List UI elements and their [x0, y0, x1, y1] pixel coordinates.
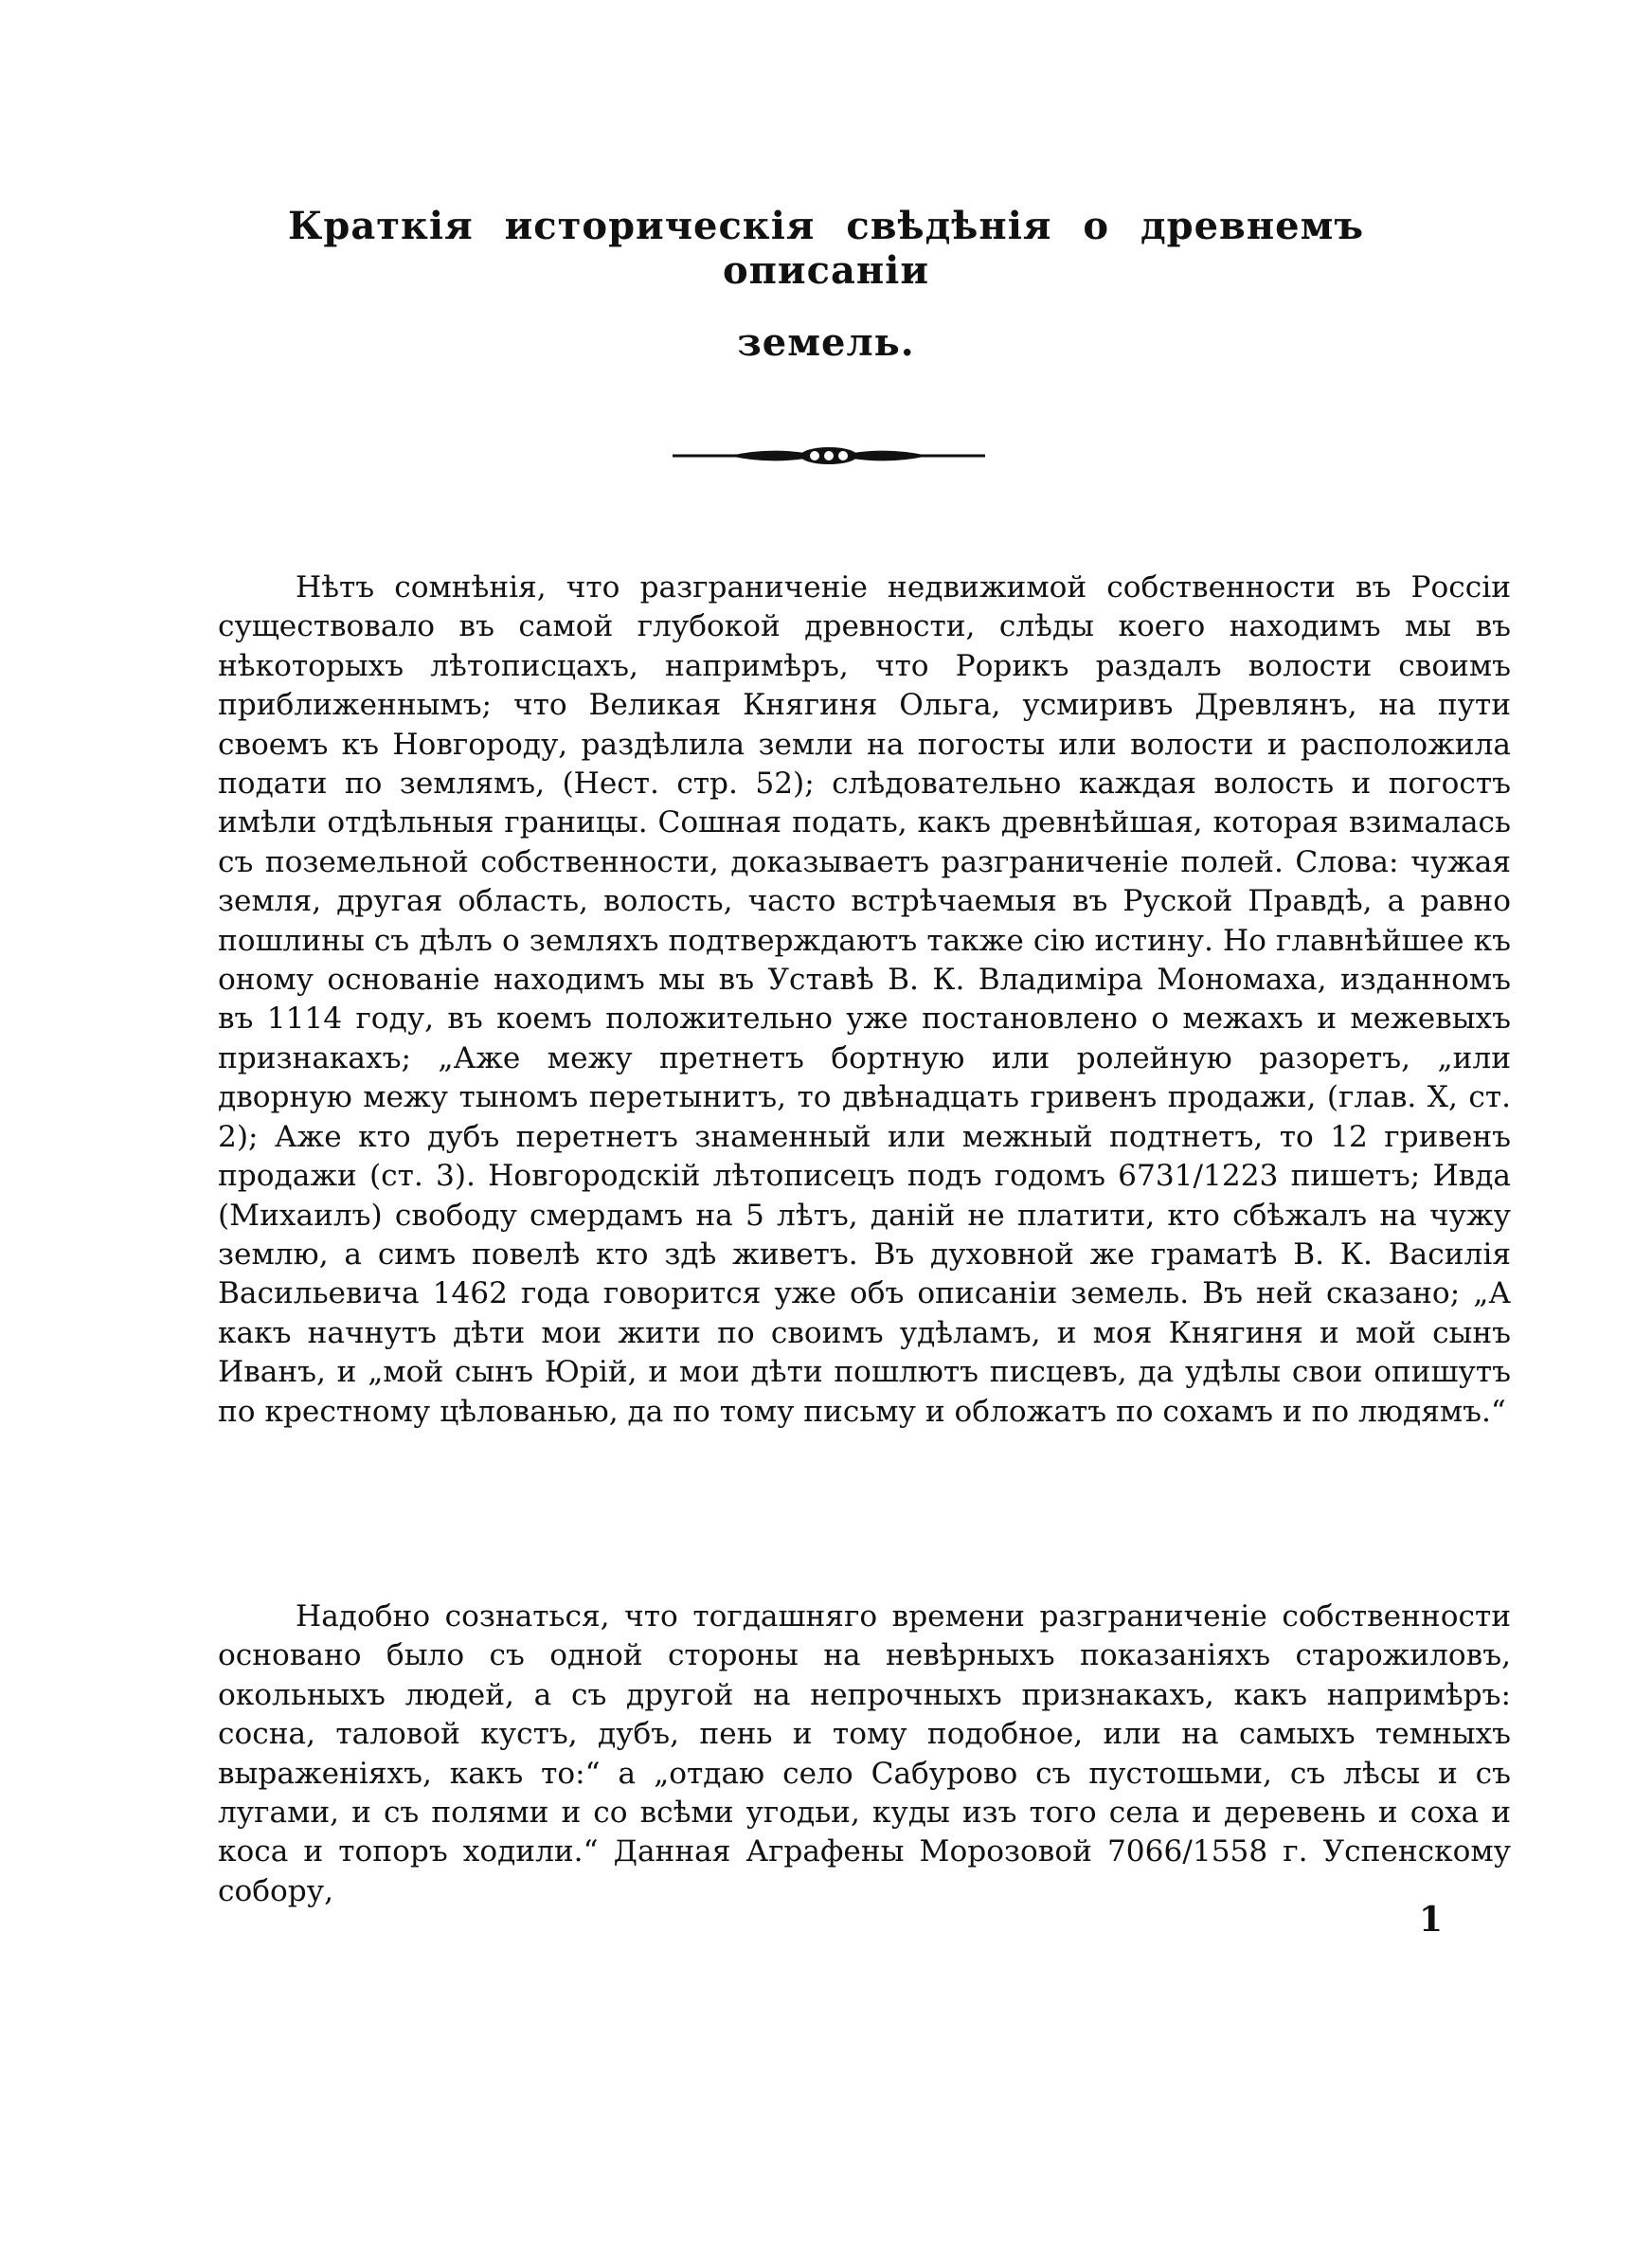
- body-paragraph-2: Надобно сознаться, что тогдашняго времени разграниченіе собственности основано было съ одной стороны на невѣрныхъ показаніяхъ старожиловъ, окольныхъ людей, а съ другой на непрочныхъ признакахъ, какъ напримѣръ: сосна, таловой кустъ, дубъ, пень и тому подобное, или на самыхъ темныхъ выраженіяхъ, какъ то:“ а „отдаю село Сабурово съ пустошьми, съ лѣсы и съ лугами, и съ полями и со всѣми угодьи, куды изъ того села и деревень и соха и коса и топоръ ходили.“ Данная Аграфены Морозовой 7066/1558 г. Успенскому собору,: [218, 1599, 1511, 1908]
- page-title-line-2: земель.: [737, 320, 915, 365]
- page-number: 1: [1419, 1900, 1444, 1940]
- page-title-line-1: Краткія историческія свѣдѣнія о древнемъ описаніи: [287, 204, 1365, 293]
- ornamental-rule-icon: [673, 443, 985, 468]
- body-paragraph-1: Нѣтъ сомнѣнія, что разграниченіе недвижимой собственности въ Россіи существовало въ самой глубокой древности, слѣды коего находимъ мы въ нѣкоторыхъ лѣтописцахъ, напримѣръ, что Рорикъ раздалъ волости своимъ приближеннымъ; что Великая Княгиня Ольга, усмиривъ Древлянъ, на пути своемъ къ Новгороду, раздѣлила земли на погосты или волости и расположила подати по землямъ, (Нест. стр. 52); слѣдовательно каждая волость и погостъ имѣли отдѣльныя границы. Сошная подать, какъ древнѣйшая, которая взималась съ поземельной собственности, доказываетъ разграниченіе полей. Слова: чужая земля, другая область, волость, часто встрѣчаемыя въ Руской Правдѣ, а равно пошлины съ дѣлъ о земляхъ подтверждаютъ также сію истину. Но главнѣйшее къ оному основаніе находимъ мы въ Уставѣ В. К. Владиміра Мономаха, изданномъ въ 1114 году, въ коемъ положительно уже постановлено о межахъ и межевыхъ признакахъ; „Аже межу претнетъ бортную или ролейную разоретъ, „или дворную межу тыномъ перетынитъ, то двѣнадцать гривенъ продажи, (глав. X, ст. 2); Аже кто дубъ перетнетъ знаменный или межный подтнетъ, то 12 гривенъ продажи (ст. 3). Новгородскій лѣтописецъ подъ годомъ 6731/1223 пишетъ; Ивда (Михаилъ) свободу смердамъ на 5 лѣтъ, даній не платити, кто сбѣжалъ на чужу землю, а симъ повелѣ кто здѣ живетъ. Въ духовной же граматѣ В. К. Василія Васильевича 1462 года говорится уже объ описаніи земель. Въ ней сказано; „А какъ начнутъ дѣти мои жити по своимъ удѣламъ, и моя Княгиня и мой сынъ Иванъ, и „мой сынъ Юрій, и мои дѣти пошлютъ писцевъ, да удѣлы свои опишутъ по крестному цѣлованью, да по тому письму и обложатъ по сохамъ и по людямъ.“: [218, 570, 1511, 1429]
